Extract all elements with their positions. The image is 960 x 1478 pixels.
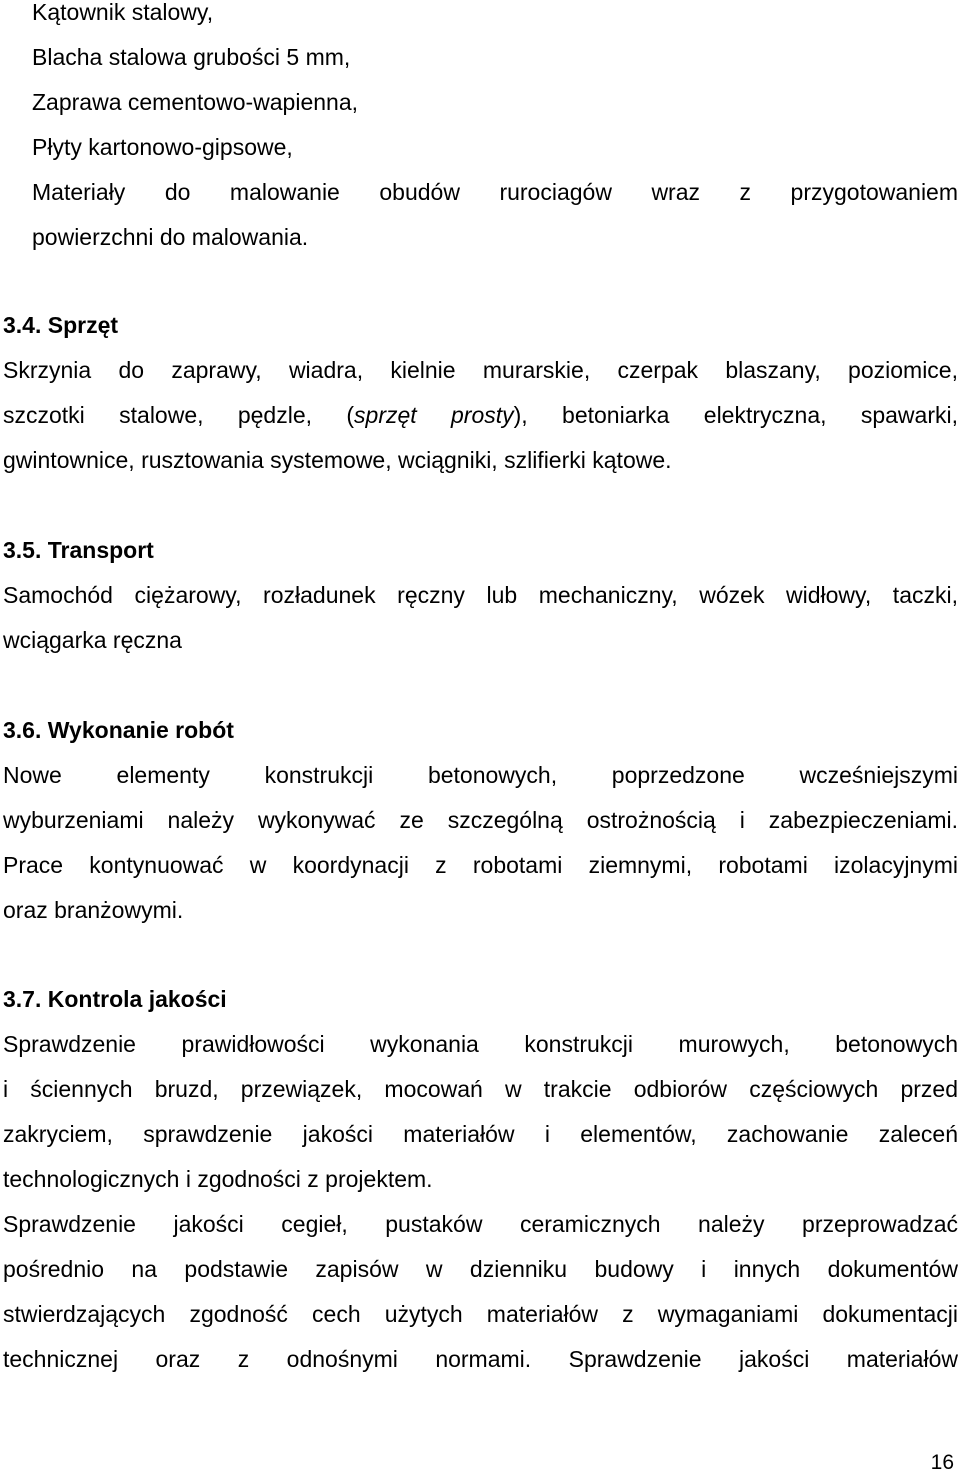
paragraph-line: stwierdzających zgodność cech użytych materiałów z wymaganiami dokumentacji — [3, 1301, 958, 1327]
paragraph-line: oraz branżowymi. — [3, 897, 184, 923]
list-item: Kątownik stalowy, — [32, 0, 214, 25]
page-number: 16 — [930, 1451, 954, 1474]
paragraph-line: Sprawdzenie jakości cegieł, pustaków ceramicznych należy przeprowadzać — [3, 1211, 958, 1237]
section-title: Wykonanie robót — [47, 717, 234, 743]
italic-text: sprzęt prosty — [354, 402, 514, 428]
paragraph-line: i ściennych bruzd, przewiązek, mocowań w trakcie odbiorów częściowych przed — [3, 1076, 958, 1102]
materials-list — [32, 0, 958, 260]
paragraph-line: Nowe elementy konstrukcji betonowych, poprzedzone wcześniejszymi — [3, 762, 958, 788]
list-item: Zaprawa cementowo-wapienna, — [32, 89, 359, 115]
paragraph-line — [3, 393, 958, 438]
paragraph-line: Samochód ciężarowy, rozładunek ręczny lub mechaniczny, wózek widłowy, taczki, — [3, 582, 958, 608]
section-title: Transport — [47, 537, 154, 563]
paragraph-line: Sprawdzenie prawidłowości wykonania konstrukcji murowych, betonowych — [3, 1031, 958, 1057]
list-item: powierzchni do malowania. — [32, 224, 309, 250]
section-number: 3.4. — [3, 312, 42, 338]
list-item: Blacha stalowa grubości 5 mm, — [32, 44, 351, 70]
paragraph-line: Prace kontynuować w koordynacji z robotami ziemnymi, robotami izolacyjnymi — [3, 852, 958, 878]
text-segment: szczotki stalowe, pędzle, ( — [3, 402, 355, 428]
section-heading — [3, 303, 958, 348]
section-3-5-transport — [3, 528, 958, 663]
list-item: Płyty kartonowo-gipsowe, — [32, 134, 293, 160]
section-heading — [3, 977, 958, 1022]
paragraph-line: technologicznych i zgodności z projektem. — [3, 1166, 433, 1192]
paragraph-line: zakryciem, sprawdzenie jakości materiałów i elementów, zachowanie zaleceń — [3, 1121, 958, 1147]
text-segment: ), betoniarka elektryczna, spawarki, — [513, 402, 958, 428]
section-number: 3.6. — [3, 717, 42, 743]
paragraph-line: wciągarka ręczna — [3, 627, 182, 653]
paragraph-line: Skrzynia do zaprawy, wiadra, kielnie murarskie, czerpak blaszany, poziomice, — [3, 357, 958, 383]
paragraph-line: wyburzeniami należy wykonywać ze szczególną ostrożnością i zabezpieczeniami. — [3, 807, 958, 833]
section-number: 3.5. — [3, 537, 42, 563]
paragraph-line: technicznej oraz z odnośnymi normami. Sprawdzenie jakości materiałów — [3, 1346, 958, 1372]
section-title: Sprzęt — [47, 312, 119, 338]
section-number: 3.7. — [3, 986, 42, 1012]
section-heading — [3, 708, 958, 753]
section-3-7-kontrola-jakosci — [3, 977, 958, 1382]
list-item: Materiały do malowanie obudów rurociagów wraz z przygotowaniem — [32, 179, 958, 205]
paragraph-line: pośrednio na podstawie zapisów w dzienniku budowy i innych dokumentów — [3, 1256, 958, 1282]
section-heading — [3, 528, 958, 573]
section-3-4-sprzet — [3, 303, 958, 483]
section-title: Kontrola jakości — [47, 986, 227, 1012]
paragraph-line: gwintownice, rusztowania systemowe, wciągniki, szlifierki kątowe. — [3, 447, 672, 473]
section-3-6-wykonanie-robot — [3, 708, 958, 933]
